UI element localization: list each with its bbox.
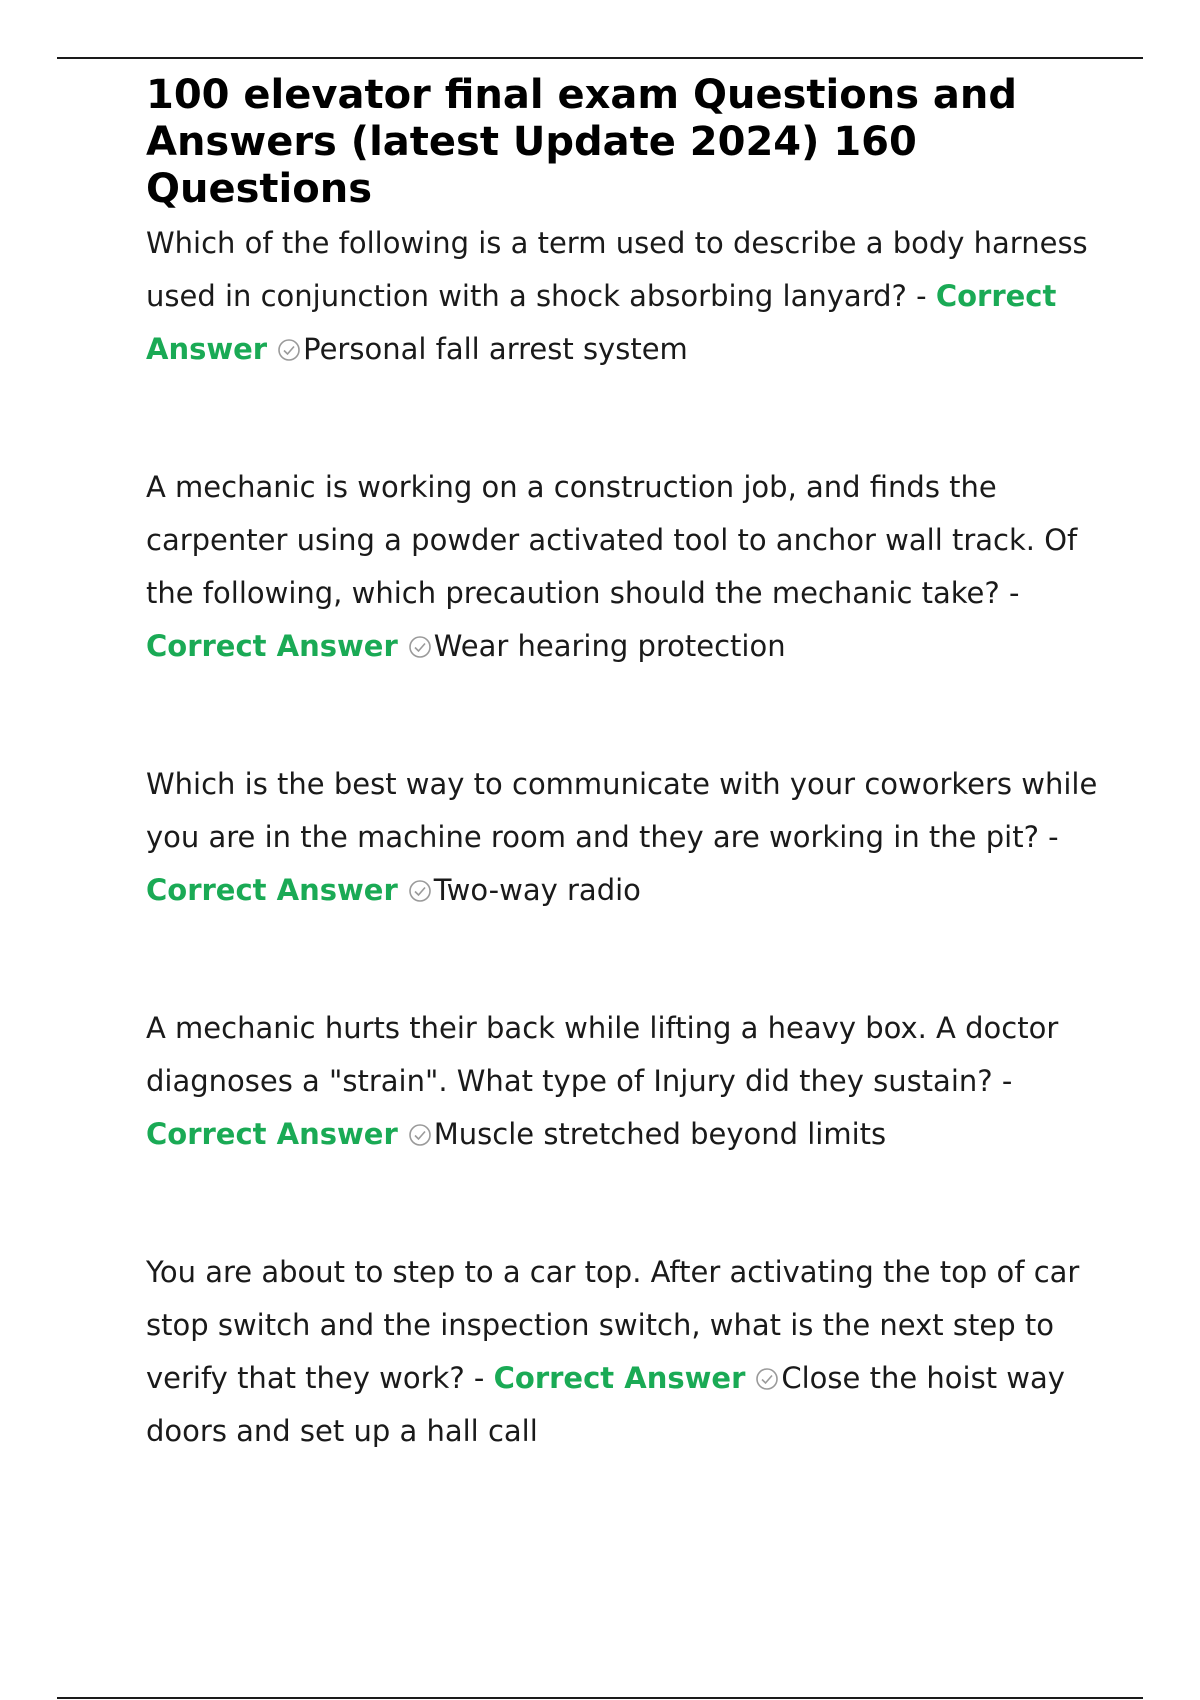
- correct-answer-label: Correct Answer: [493, 1361, 746, 1395]
- correct-answer-label: Correct Answer: [146, 279, 1057, 366]
- document-title: 100 elevator final exam Questions and Answers (latest Update 2024) 160 Questions: [146, 72, 1018, 212]
- separator: -: [906, 279, 936, 313]
- qa-item: [146, 1002, 1106, 1161]
- correct-answer-label: Correct Answer: [146, 1117, 398, 1151]
- separator: -: [1038, 820, 1059, 854]
- qa-item: [146, 758, 1106, 917]
- correct-answer-label: Correct Answer: [146, 873, 398, 907]
- top-rule: [57, 57, 1143, 59]
- question-text: Which of the following is a term used to describe a body harness used in conjunction with a shock absorbing lanyard?: [146, 226, 1088, 313]
- question-text: Which is the best way to communicate with your coworkers while you are in the machine room and they are working in the pit?: [146, 767, 1098, 854]
- qa-item: [146, 1246, 1106, 1458]
- check-circle-icon: [408, 879, 432, 903]
- separator: -: [464, 1361, 494, 1395]
- check-circle-icon: [277, 338, 301, 362]
- separator: -: [999, 576, 1020, 610]
- answer-text: Wear hearing protection: [433, 629, 786, 663]
- answer-text: Close the hoist way doors and set up a hall call: [146, 1361, 1065, 1448]
- check-circle-icon: [408, 635, 432, 659]
- correct-answer-label: Correct Answer: [146, 629, 398, 663]
- check-circle-icon: [408, 1123, 432, 1147]
- document-body: [146, 72, 1106, 1458]
- qa-item: [146, 217, 1106, 376]
- qa-item: [146, 461, 1106, 673]
- answer-text: Personal fall arrest system: [303, 332, 688, 366]
- bottom-rule: [57, 1697, 1143, 1699]
- check-circle-icon: [755, 1367, 779, 1391]
- question-text: A mechanic is working on a construction job, and finds the carpenter using a powder activated tool to anchor wall track. Of the following, which precaution should the mechanic take?: [146, 470, 1078, 610]
- answer-text: Muscle stretched beyond limits: [433, 1117, 887, 1151]
- answer-text: Two-way radio: [433, 873, 641, 907]
- separator: -: [992, 1064, 1013, 1098]
- question-text: You are about to step to a car top. After activating the top of car stop switch and the inspection switch, what is the next step to verify that they work?: [146, 1255, 1080, 1395]
- question-text: A mechanic hurts their back while lifting a heavy box. A doctor diagnoses a "strain". What type of Injury did they sustain?: [146, 1011, 1059, 1098]
